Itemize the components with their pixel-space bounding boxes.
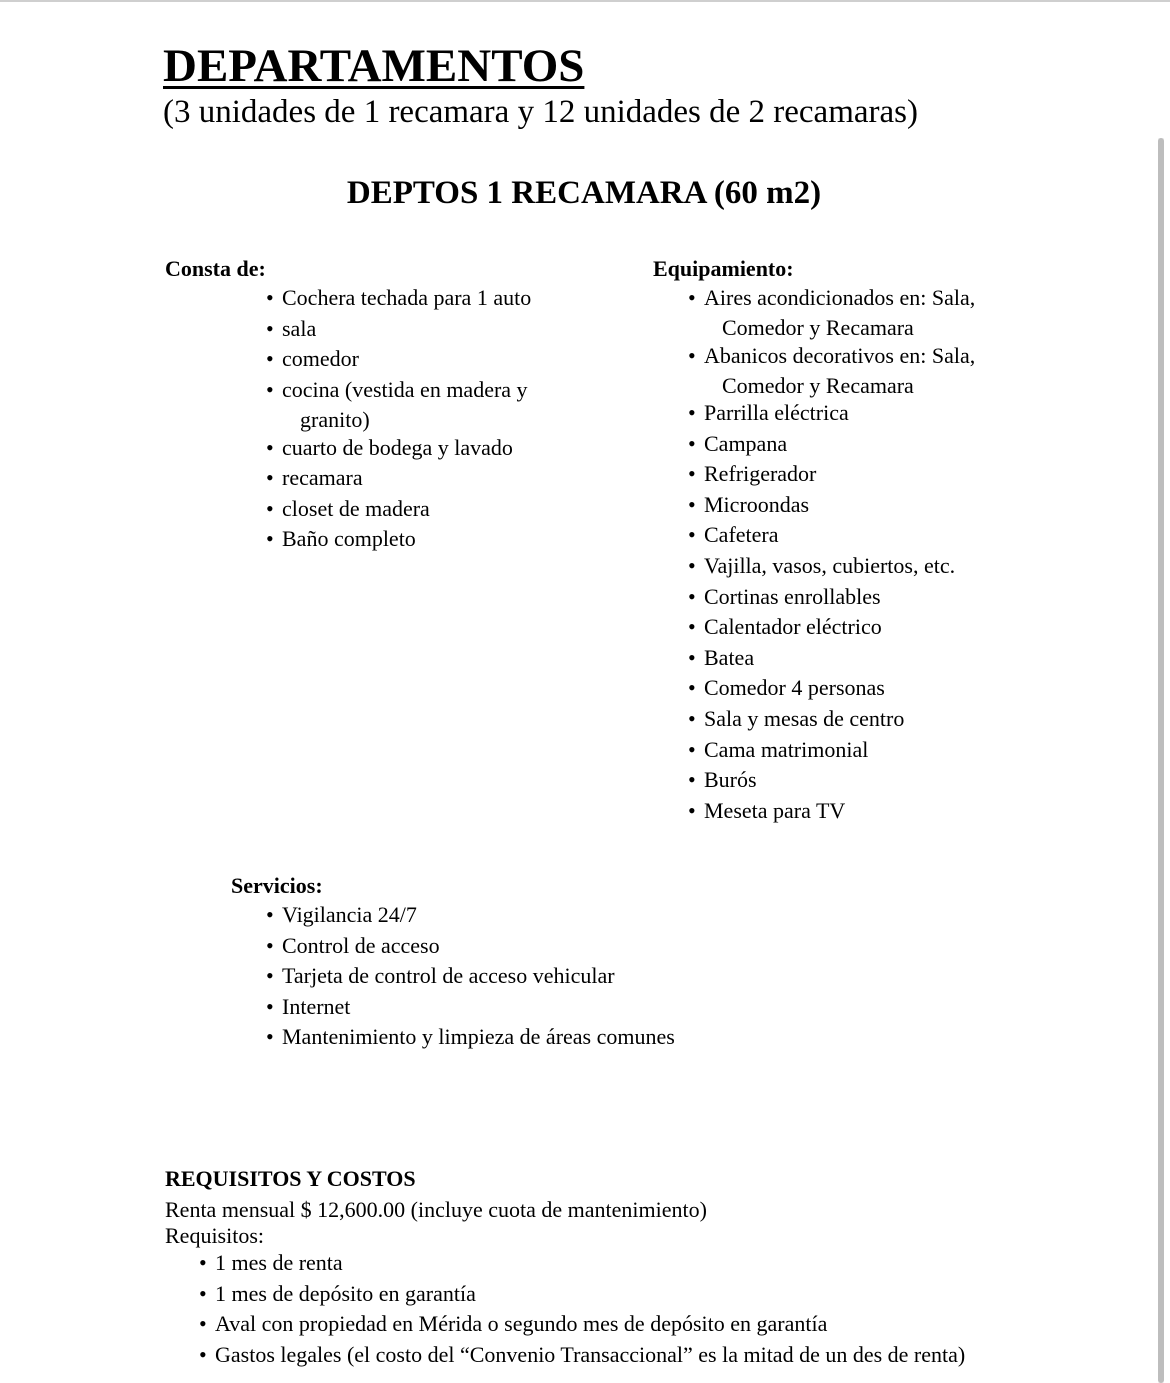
servicios-list bbox=[266, 900, 675, 1053]
list-item-text: cocina (vestida en madera y bbox=[282, 376, 528, 402]
list-item bbox=[688, 704, 975, 735]
list-item bbox=[266, 494, 531, 525]
list-item-text: Gastos legales (el costo del “Convenio Transaccional” es la mitad de un des de renta) bbox=[215, 1341, 966, 1367]
list-item-continuation: Comedor y Recamara bbox=[722, 372, 914, 398]
list-item-text: Internet bbox=[282, 993, 351, 1019]
equipamiento-list bbox=[688, 283, 975, 826]
list-item-text: Vajilla, vasos, cubiertos, etc. bbox=[704, 552, 956, 578]
list-item bbox=[266, 463, 531, 494]
list-item-text: Sala y mesas de centro bbox=[704, 705, 905, 731]
equipamiento-heading: Equipamiento: bbox=[653, 256, 794, 281]
list-item-text: Batea bbox=[704, 644, 755, 670]
list-item-text: Aires acondicionados en: Sala, bbox=[704, 285, 976, 310]
list-item-text: Vigilancia 24/7 bbox=[282, 902, 417, 927]
list-item bbox=[688, 735, 975, 766]
list-item bbox=[688, 796, 975, 827]
list-item bbox=[688, 283, 975, 341]
list-item bbox=[266, 314, 531, 345]
list-item-text: Cafetera bbox=[704, 522, 779, 548]
list-item-continuation: granito) bbox=[300, 406, 370, 432]
list-item-text: Microondas bbox=[704, 491, 810, 517]
list-item bbox=[688, 398, 975, 429]
list-item-text: Meseta para TV bbox=[704, 797, 846, 823]
list-item-text: Aval con propiedad en Mérida o segundo mes de depósito en garantía bbox=[215, 1311, 828, 1337]
list-item-text: Cama matrimonial bbox=[704, 736, 869, 762]
list-item bbox=[266, 900, 675, 931]
requisitos-heading: REQUISITOS Y COSTOS bbox=[165, 1166, 416, 1191]
list-item-text: Cochera techada para 1 auto bbox=[282, 285, 532, 310]
list-item-text: closet de madera bbox=[282, 495, 430, 521]
list-item-text: Campana bbox=[704, 430, 788, 456]
list-item-text: Calentador eléctrico bbox=[704, 614, 882, 640]
list-item-text: Parrilla eléctrica bbox=[704, 400, 849, 425]
list-item bbox=[266, 375, 531, 433]
requisitos-label: Requisitos: bbox=[165, 1223, 265, 1248]
list-item-text: comedor bbox=[282, 346, 359, 371]
list-item-text: recamara bbox=[282, 465, 363, 490]
list-item bbox=[688, 673, 975, 704]
section-title: DEPTOS 1 RECAMARA (60 m2) bbox=[346, 175, 822, 211]
list-item-text: Comedor 4 personas bbox=[704, 675, 885, 701]
list-item-text: Mantenimiento y limpieza de áreas comunes bbox=[282, 1024, 675, 1050]
list-item bbox=[688, 341, 975, 399]
document-subtitle: (3 unidades de 1 recamara y 12 unidades de 2 recamaras) bbox=[163, 94, 918, 130]
top-divider bbox=[0, 0, 1170, 2]
servicios-heading: Servicios: bbox=[231, 873, 323, 898]
consta-heading: Consta de: bbox=[165, 256, 266, 281]
scrollbar-thumb[interactable] bbox=[1158, 138, 1164, 1383]
list-item-text: Cortinas enrollables bbox=[704, 583, 881, 609]
list-item bbox=[688, 551, 975, 582]
list-item bbox=[199, 1279, 965, 1310]
list-item bbox=[266, 992, 675, 1023]
list-item-text: Control de acceso bbox=[282, 932, 440, 958]
list-item bbox=[688, 643, 975, 674]
consta-list bbox=[266, 283, 531, 555]
list-item-text: 1 mes de depósito en garantía bbox=[215, 1280, 476, 1306]
requisitos-list bbox=[199, 1248, 965, 1370]
list-item bbox=[266, 433, 531, 464]
list-item bbox=[199, 1248, 965, 1279]
list-item bbox=[266, 931, 675, 962]
list-item bbox=[688, 520, 975, 551]
list-item-text: cuarto de bodega y lavado bbox=[282, 434, 513, 460]
list-item bbox=[266, 524, 531, 555]
list-item-text: Burós bbox=[704, 767, 757, 793]
list-item-continuation: Comedor y Recamara bbox=[722, 315, 914, 340]
monthly-rent: Renta mensual $ 12,600.00 (incluye cuota de mantenimiento) bbox=[165, 1197, 707, 1222]
list-item bbox=[688, 612, 975, 643]
list-item-text: Baño completo bbox=[282, 526, 416, 551]
document-title: DEPARTAMENTOS bbox=[163, 40, 585, 92]
list-item-text: Tarjeta de control de acceso vehicular bbox=[282, 963, 615, 989]
list-item bbox=[266, 344, 531, 375]
list-item bbox=[688, 765, 975, 796]
list-item bbox=[266, 283, 531, 314]
list-item bbox=[688, 459, 975, 490]
list-item bbox=[688, 490, 975, 521]
list-item-text: Abanicos decorativos en: Sala, bbox=[704, 342, 976, 368]
list-item bbox=[266, 1022, 675, 1053]
list-item-text: 1 mes de renta bbox=[215, 1250, 343, 1275]
list-item bbox=[688, 582, 975, 613]
list-item bbox=[199, 1309, 965, 1340]
list-item bbox=[199, 1340, 965, 1371]
list-item-text: Refrigerador bbox=[704, 461, 817, 487]
list-item bbox=[266, 961, 675, 992]
list-item bbox=[688, 429, 975, 460]
list-item-text: sala bbox=[282, 315, 317, 341]
